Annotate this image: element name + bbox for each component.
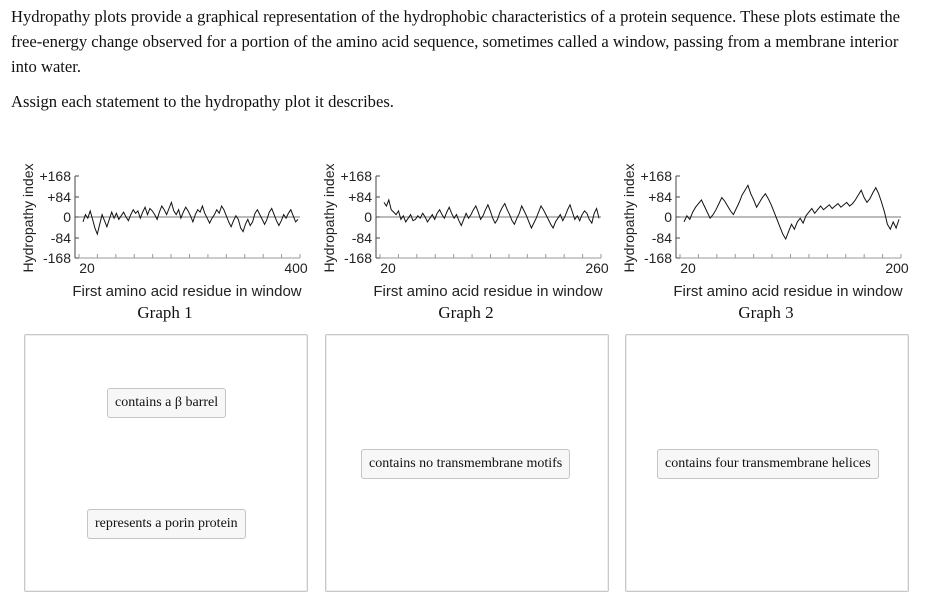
graph-2-x-tick-end: 260 [585,260,609,276]
graph-2-y-axis-label: Hydropathy index [321,163,337,273]
graph-3-x-tick-start: 20 [680,260,696,276]
graph-2-y-tick-label: -84 [351,230,372,246]
graph-2-plot [316,160,616,300]
graph-1-title: Graph 1 [137,303,193,322]
graph-3-title: Graph 3 [738,303,794,322]
graph-1-x-axis-label: First amino acid residue in window [72,283,302,300]
hydropathy-graph-1 [15,160,315,325]
graph-3-y-tick-label: 0 [664,209,672,225]
chip-porin-protein[interactable]: represents a porin protein [87,509,246,539]
graph-1-y-tick-label: +84 [47,189,71,205]
graph-2-x-axis-label: First amino acid residue in window [373,283,603,300]
graph-3-x-axis-label: First amino acid residue in window [673,283,903,300]
hydropathy-graph-3 [616,160,916,325]
graph-1-x-tick-start: 20 [79,260,95,276]
graph-2-y-tick-label: 0 [364,209,372,225]
graph-3-plot [616,160,916,300]
graph-2-title: Graph 2 [438,303,494,322]
graph-2-x-tick-start: 20 [380,260,396,276]
graph-2-y-tick-label: +168 [340,168,372,184]
graph-3-y-tick-label: +168 [640,168,672,184]
graph-2-y-tick-label: -168 [343,250,372,266]
graph-3-trace [684,185,899,239]
dropzone-graph-3[interactable] [625,334,909,592]
graph-3-x-tick-end: 200 [885,260,909,276]
graph-2-y-tick-label: +84 [348,189,372,205]
dropzone-graph-2[interactable] [325,334,609,592]
dropzone-graph-1[interactable] [24,334,308,592]
hydropathy-graph-2 [316,160,616,325]
graph-1-plot [15,160,315,300]
intro-text: Hydropathy plots provide a graphical representation of the hydrophobic characteristics of a protein sequence. These plots estimate the free-energy change observed for a portion of the amino acid sequence, sometimes called a window, passing from a membrane interior into water. [11,7,901,76]
graph-3-y-axis-label: Hydropathy index [621,163,637,273]
graph-1-x-tick-end: 400 [284,260,308,276]
graph-3-y-tick-label: -168 [643,250,672,266]
graph-1-y-tick-label: +168 [39,168,71,184]
chip-no-transmembrane-motifs[interactable]: contains no transmembrane motifs [361,449,570,479]
chip-beta-barrel[interactable]: contains a β barrel [107,388,226,418]
chip-four-transmembrane-helices[interactable]: contains four transmembrane helices [657,449,879,479]
graph-1-y-tick-label: -84 [50,230,71,246]
graph-2-trace [384,200,599,228]
graph-3-y-tick-label: +84 [648,189,672,205]
graph-1-y-axis-label: Hydropathy index [20,163,36,273]
graph-1-y-tick-label: -168 [42,250,71,266]
graph-3-y-tick-label: -84 [651,230,672,246]
instruction-text: Assign each statement to the hydropathy plot it describes. [11,92,394,111]
graph-1-trace [83,202,298,234]
graph-1-y-tick-label: 0 [63,209,71,225]
